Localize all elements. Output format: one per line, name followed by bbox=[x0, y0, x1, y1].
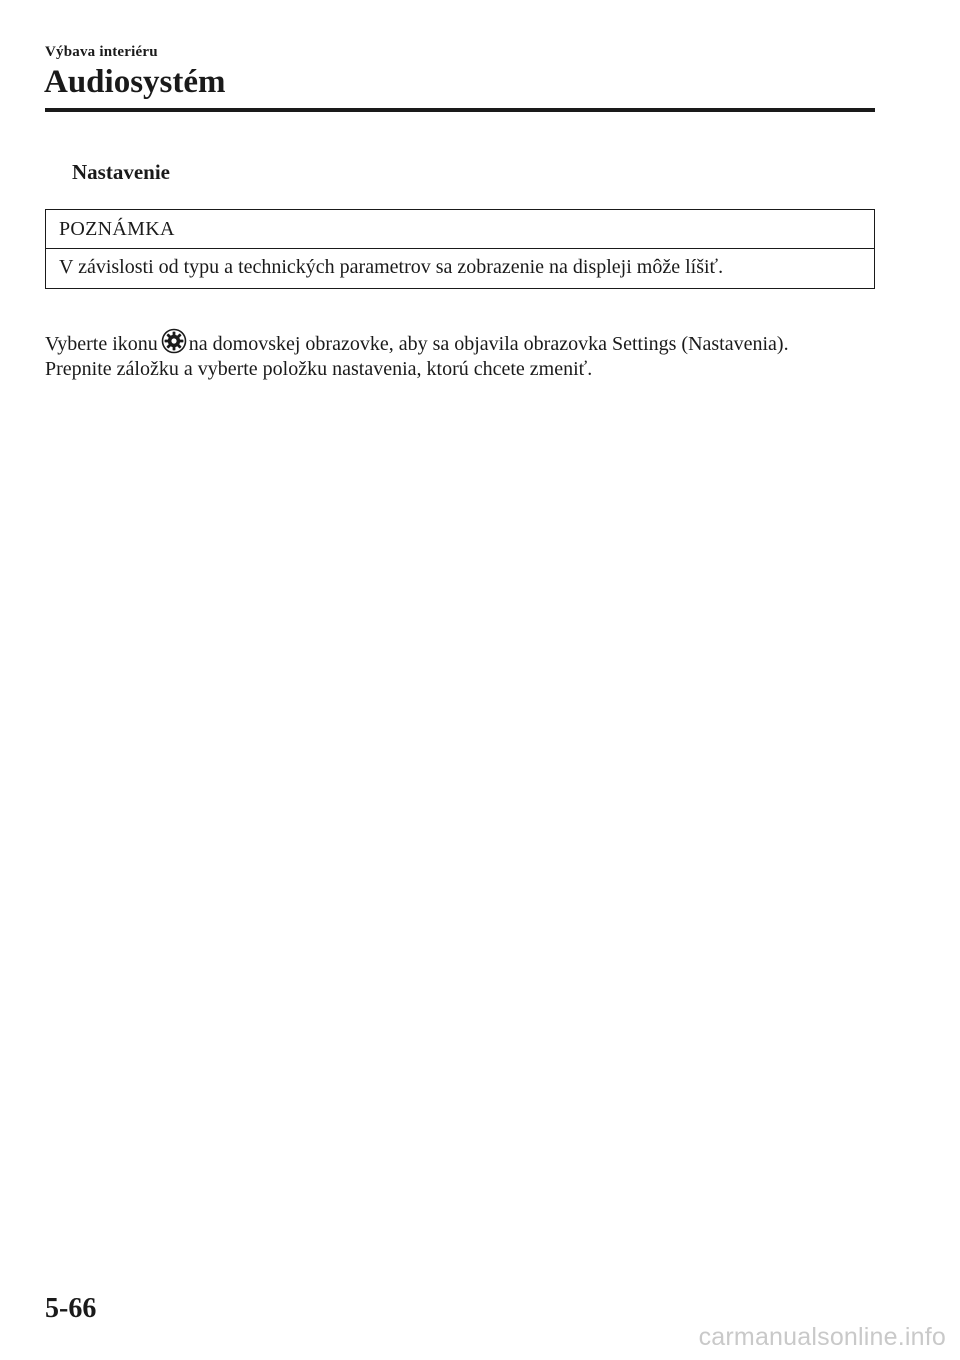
instruction-paragraph bbox=[45, 328, 885, 382]
chapter-title: Audiosystém bbox=[44, 64, 226, 100]
subsection-heading: Nastavenie bbox=[72, 160, 170, 184]
note-box bbox=[45, 209, 875, 289]
page-number: 5-66 bbox=[45, 1293, 97, 1324]
section-label: Výbava interiéru bbox=[45, 44, 158, 60]
header-rule bbox=[45, 108, 875, 112]
watermark: carmanualsonline.info bbox=[698, 1323, 946, 1351]
note-title: POZNÁMKA bbox=[59, 218, 175, 240]
gear-icon bbox=[161, 328, 187, 354]
note-text: V závislosti od typu a technických parametrov sa zobrazenie na displeji môže líšiť. bbox=[59, 256, 724, 278]
instruction-text-after-icon: na domovskej obrazovke, aby sa objavila obrazovka Settings (Nastavenia). bbox=[188, 333, 789, 355]
instruction-text-before-icon: Vyberte ikonu bbox=[45, 333, 158, 355]
instruction-line-1 bbox=[45, 328, 885, 357]
note-divider bbox=[46, 248, 874, 249]
instruction-line-2: Prepnite záložku a vyberte položku nastavenia, ktorú chcete zmeniť. bbox=[45, 358, 593, 380]
